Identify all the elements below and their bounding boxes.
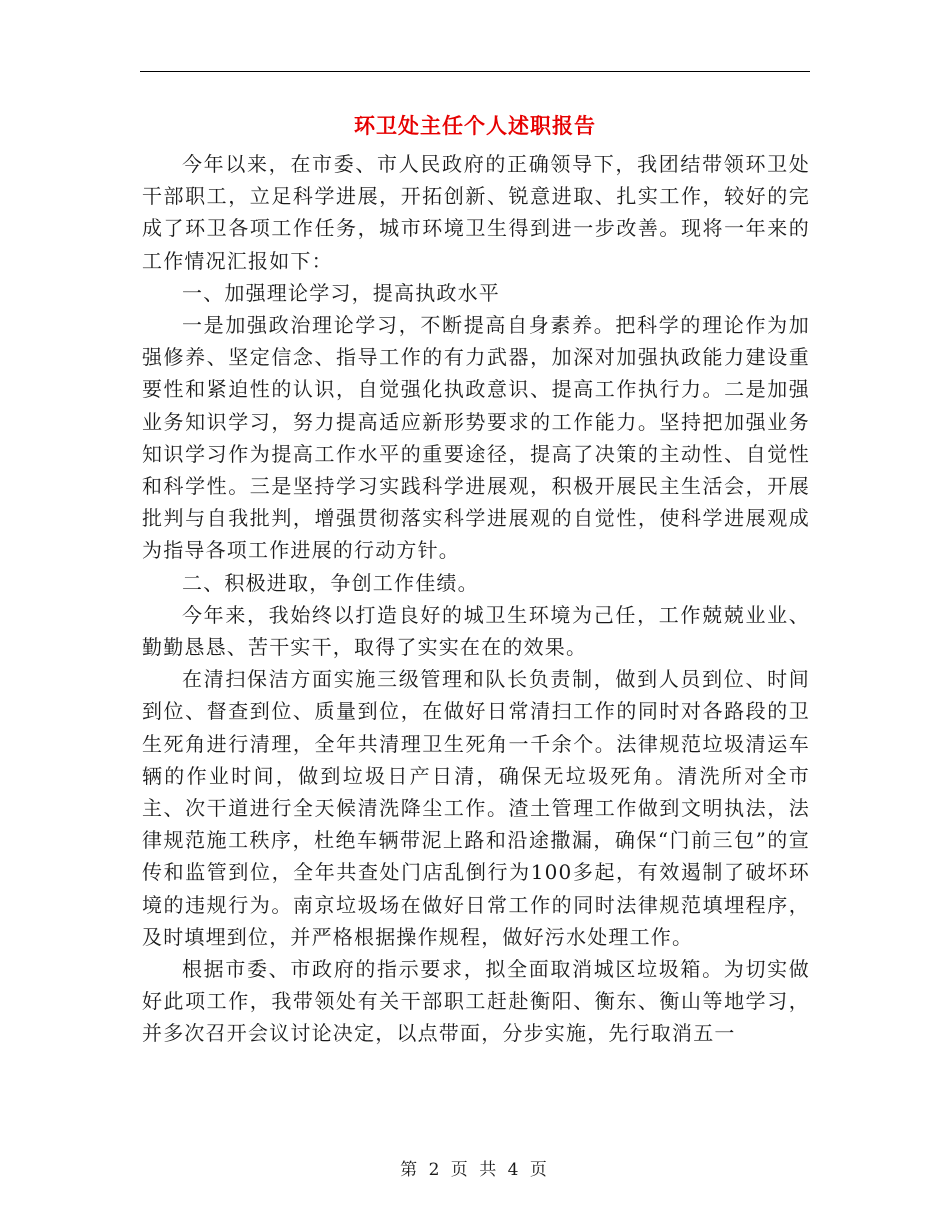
section-heading-1: 一、加强理论学习，提高执政水平 xyxy=(182,280,500,305)
section-heading-2: 二、积极进取，争创工作佳绩。 xyxy=(182,570,479,595)
body-paragraph: 在清扫保洁方面实施三级管理和队长负责制，做到人员到位、时间到位、督查到位、质量到位，在做好日常清扫工作的同时对各路段的卫生死角进行清理，全年共清理卫生死角一千余个。法律规范垃圾清运车辆的作业时间，做到垃圾日产日清，确保无垃圾死角。清洗所对全市主、次干道进行全天候清洗降尘工作。渣土管理工作做到文明执法，法律规范施工秩序，杜绝车辆带泥上路和沿途撒漏，确保“门前三包”的宣传和监管到位，全年共查处门店乱倒行为100多起，有效遏制了破坏环境的违规行为。南京垃圾场在做好日常工作的同时法律规范填埋程序，及时填埋到位，并严格根据操作规程，做好污水处理工作。 xyxy=(142,667,810,949)
body-paragraph: 今年来，我始终以打造良好的城卫生环境为己任，工作兢兢业业、勤勤恳恳、苦干实干，取得了实实在在的效果。 xyxy=(142,602,810,660)
body-paragraph: 一是加强政治理论学习，不断提高自身素养。把科学的理论作为加强修养、坚定信念、指导工作的有力武器，加深对加强执政能力建设重要性和紧迫性的认识，自觉强化执政意识、提高工作执行力。二是加强业务知识学习，努力提高适应新形势要求的工作能力。坚持把加强业务知识学习作为提高工作水平的重要途径，提高了决策的主动性、自觉性和科学性。三是坚持学习实践科学进展观，积极开展民主生活会，开展批判与自我批判，增强贯彻落实科学进展观的自觉性，使科学进展观成为指导各项工作进展的行动方针。 xyxy=(142,313,810,563)
document-body xyxy=(142,148,810,1050)
document-title: 环卫处主任个人述职报告 xyxy=(354,113,596,138)
intro-paragraph: 今年以来，在市委、市人民政府的正确领导下，我团结带领环卫处干部职工，立足科学进展，开拓创新、锐意进取、扎实工作，较好的完成了环卫各项工作任务，城市环境卫生得到进一步改善。现将一年来的工作情况汇报如下： xyxy=(142,152,810,273)
header-rule xyxy=(140,71,810,72)
body-paragraph: 根据市委、市政府的指示要求，拟全面取消城区垃圾箱。为切实做好此项工作，我带领处有关干部职工赶赴衡阳、衡东、衡山等地学习，并多次召开会议讨论决定，以点带面，分步实施，先行取消五一 xyxy=(142,957,810,1046)
page-number: 第 2 页 共 4 页 xyxy=(400,1160,550,1180)
